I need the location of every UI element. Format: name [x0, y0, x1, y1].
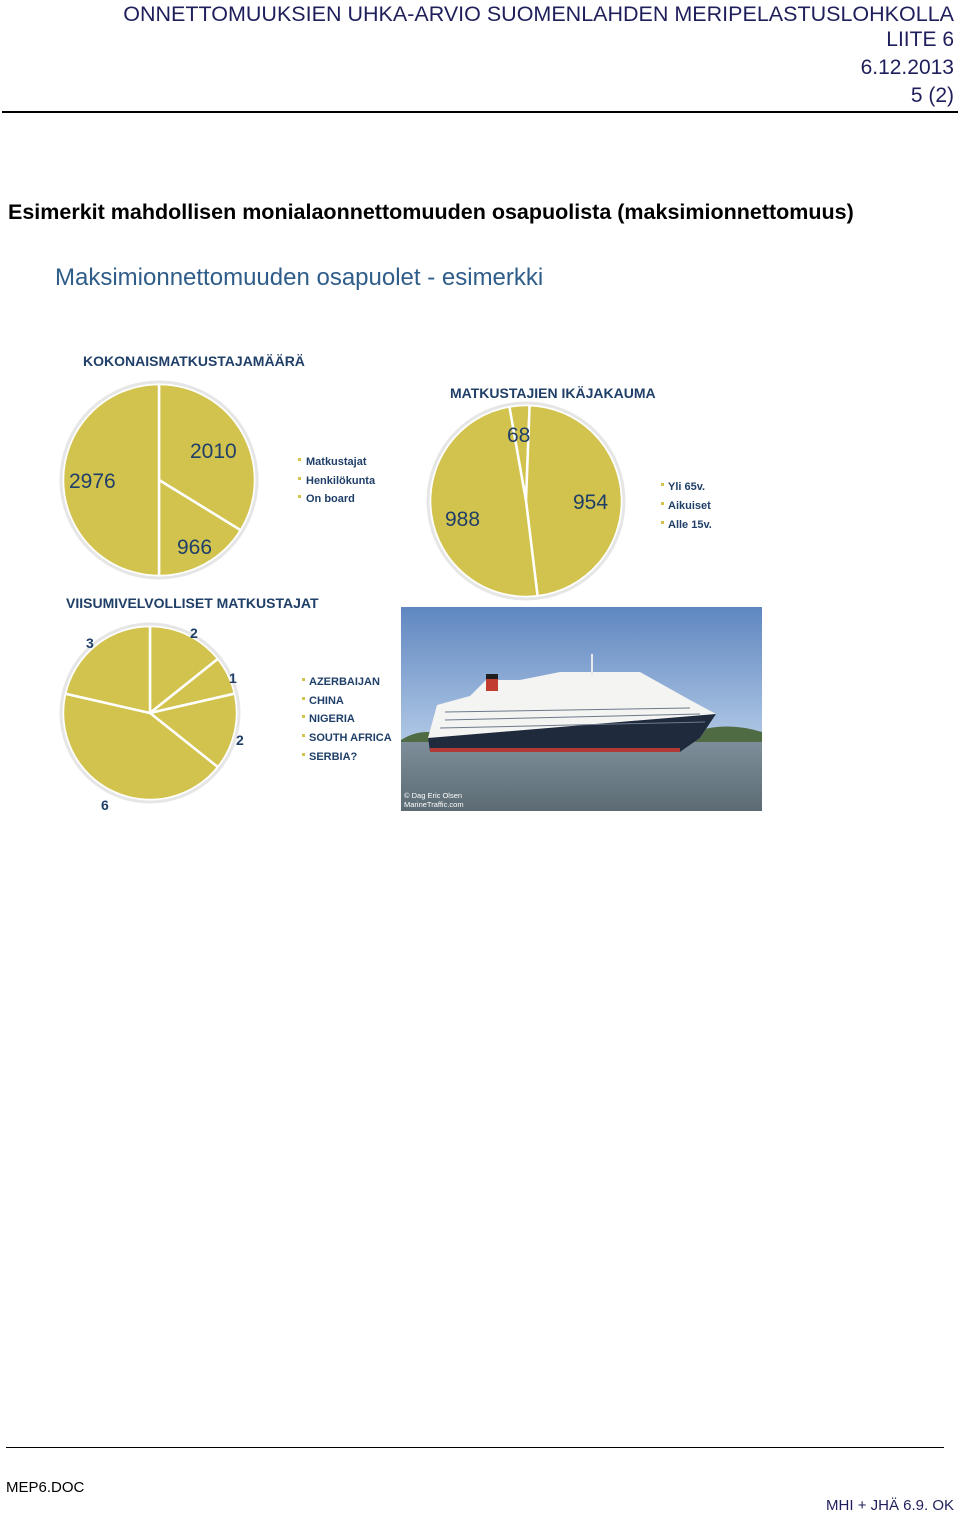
data-label: 2	[236, 732, 244, 748]
pie-chart-total-passengers	[61, 353, 376, 578]
footer-approval: MHI + JHÄ 6.9. OK	[826, 1497, 954, 1514]
legend-entry: Alle 15v.	[668, 519, 712, 531]
photo-credit: © Dag Eric Olsen	[404, 791, 463, 800]
legend-bullet	[661, 521, 664, 524]
legend-entry: AZERBAIJAN	[309, 676, 380, 688]
chart-legend	[298, 456, 376, 505]
chart-legend	[661, 481, 712, 531]
data-label: 954	[573, 491, 609, 514]
pie-chart-age-distribution	[428, 385, 712, 599]
figure-subtitle: Maksimionnettomuuden osapuolet - esimerkki	[55, 264, 544, 291]
data-label: 1	[229, 670, 237, 686]
data-label: 68	[507, 424, 531, 447]
legend-bullet	[298, 458, 301, 461]
legend-entry: CHINA	[309, 695, 344, 707]
legend-entry: Aikuiset	[668, 500, 711, 512]
legend-bullet	[661, 502, 664, 505]
header-date: 6.12.2013	[860, 56, 954, 79]
legend-entry: On board	[306, 493, 355, 505]
data-label: 966	[177, 536, 213, 559]
legend-bullet	[302, 678, 305, 681]
legend-bullet	[302, 734, 305, 737]
legend-bullet	[661, 483, 664, 486]
cruise-ship-photo	[401, 607, 762, 811]
photo-credit: MarineTraffic.com	[404, 800, 464, 809]
legend-entry: SOUTH AFRICA	[309, 732, 392, 744]
legend-entry: Matkustajat	[306, 456, 367, 468]
chart-legend	[302, 676, 392, 763]
data-label: 2010	[190, 440, 237, 463]
header-attachment: LIITE 6	[886, 28, 954, 51]
legend-entry: SERBIA?	[309, 751, 358, 763]
data-label: 2	[190, 625, 198, 641]
data-label: 6	[101, 797, 109, 813]
legend-entry: Yli 65v.	[668, 481, 706, 493]
data-label: 2976	[69, 470, 116, 493]
chart-title: VIISUMIVELVOLLISET MATKUSTAJAT	[66, 595, 319, 611]
footer-filename: MEP6.DOC	[6, 1479, 85, 1496]
chart-title: KOKONAISMATKUSTAJAMÄÄRÄ	[83, 353, 305, 369]
data-label: 988	[445, 508, 481, 531]
legend-bullet	[298, 477, 301, 480]
footer-rule	[6, 1447, 944, 1448]
legend-bullet	[298, 495, 301, 498]
legend-bullet	[302, 697, 305, 700]
page-heading: Esimerkit mahdollisen monialaonnettomuuden osapuolista (maksimionnettomuus)	[8, 200, 854, 224]
ship-waterline	[430, 748, 680, 752]
ship-funnel	[486, 677, 498, 691]
header-title: ONNETTOMUUKSIEN UHKA-ARVIO SUOMENLAHDEN MERIPELASTUSLOHKOLLA	[123, 2, 954, 26]
chart-title: MATKUSTAJIEN IKÄJAKAUMA	[450, 385, 656, 401]
header-page-number: 5 (2)	[910, 84, 954, 107]
pie-chart-visa-passengers	[61, 595, 392, 813]
legend-bullet	[302, 753, 305, 756]
legend-entry: Henkilökunta	[306, 475, 376, 487]
legend-entry: NIGERIA	[309, 713, 355, 725]
legend-bullet	[302, 715, 305, 718]
data-label: 3	[86, 635, 94, 651]
